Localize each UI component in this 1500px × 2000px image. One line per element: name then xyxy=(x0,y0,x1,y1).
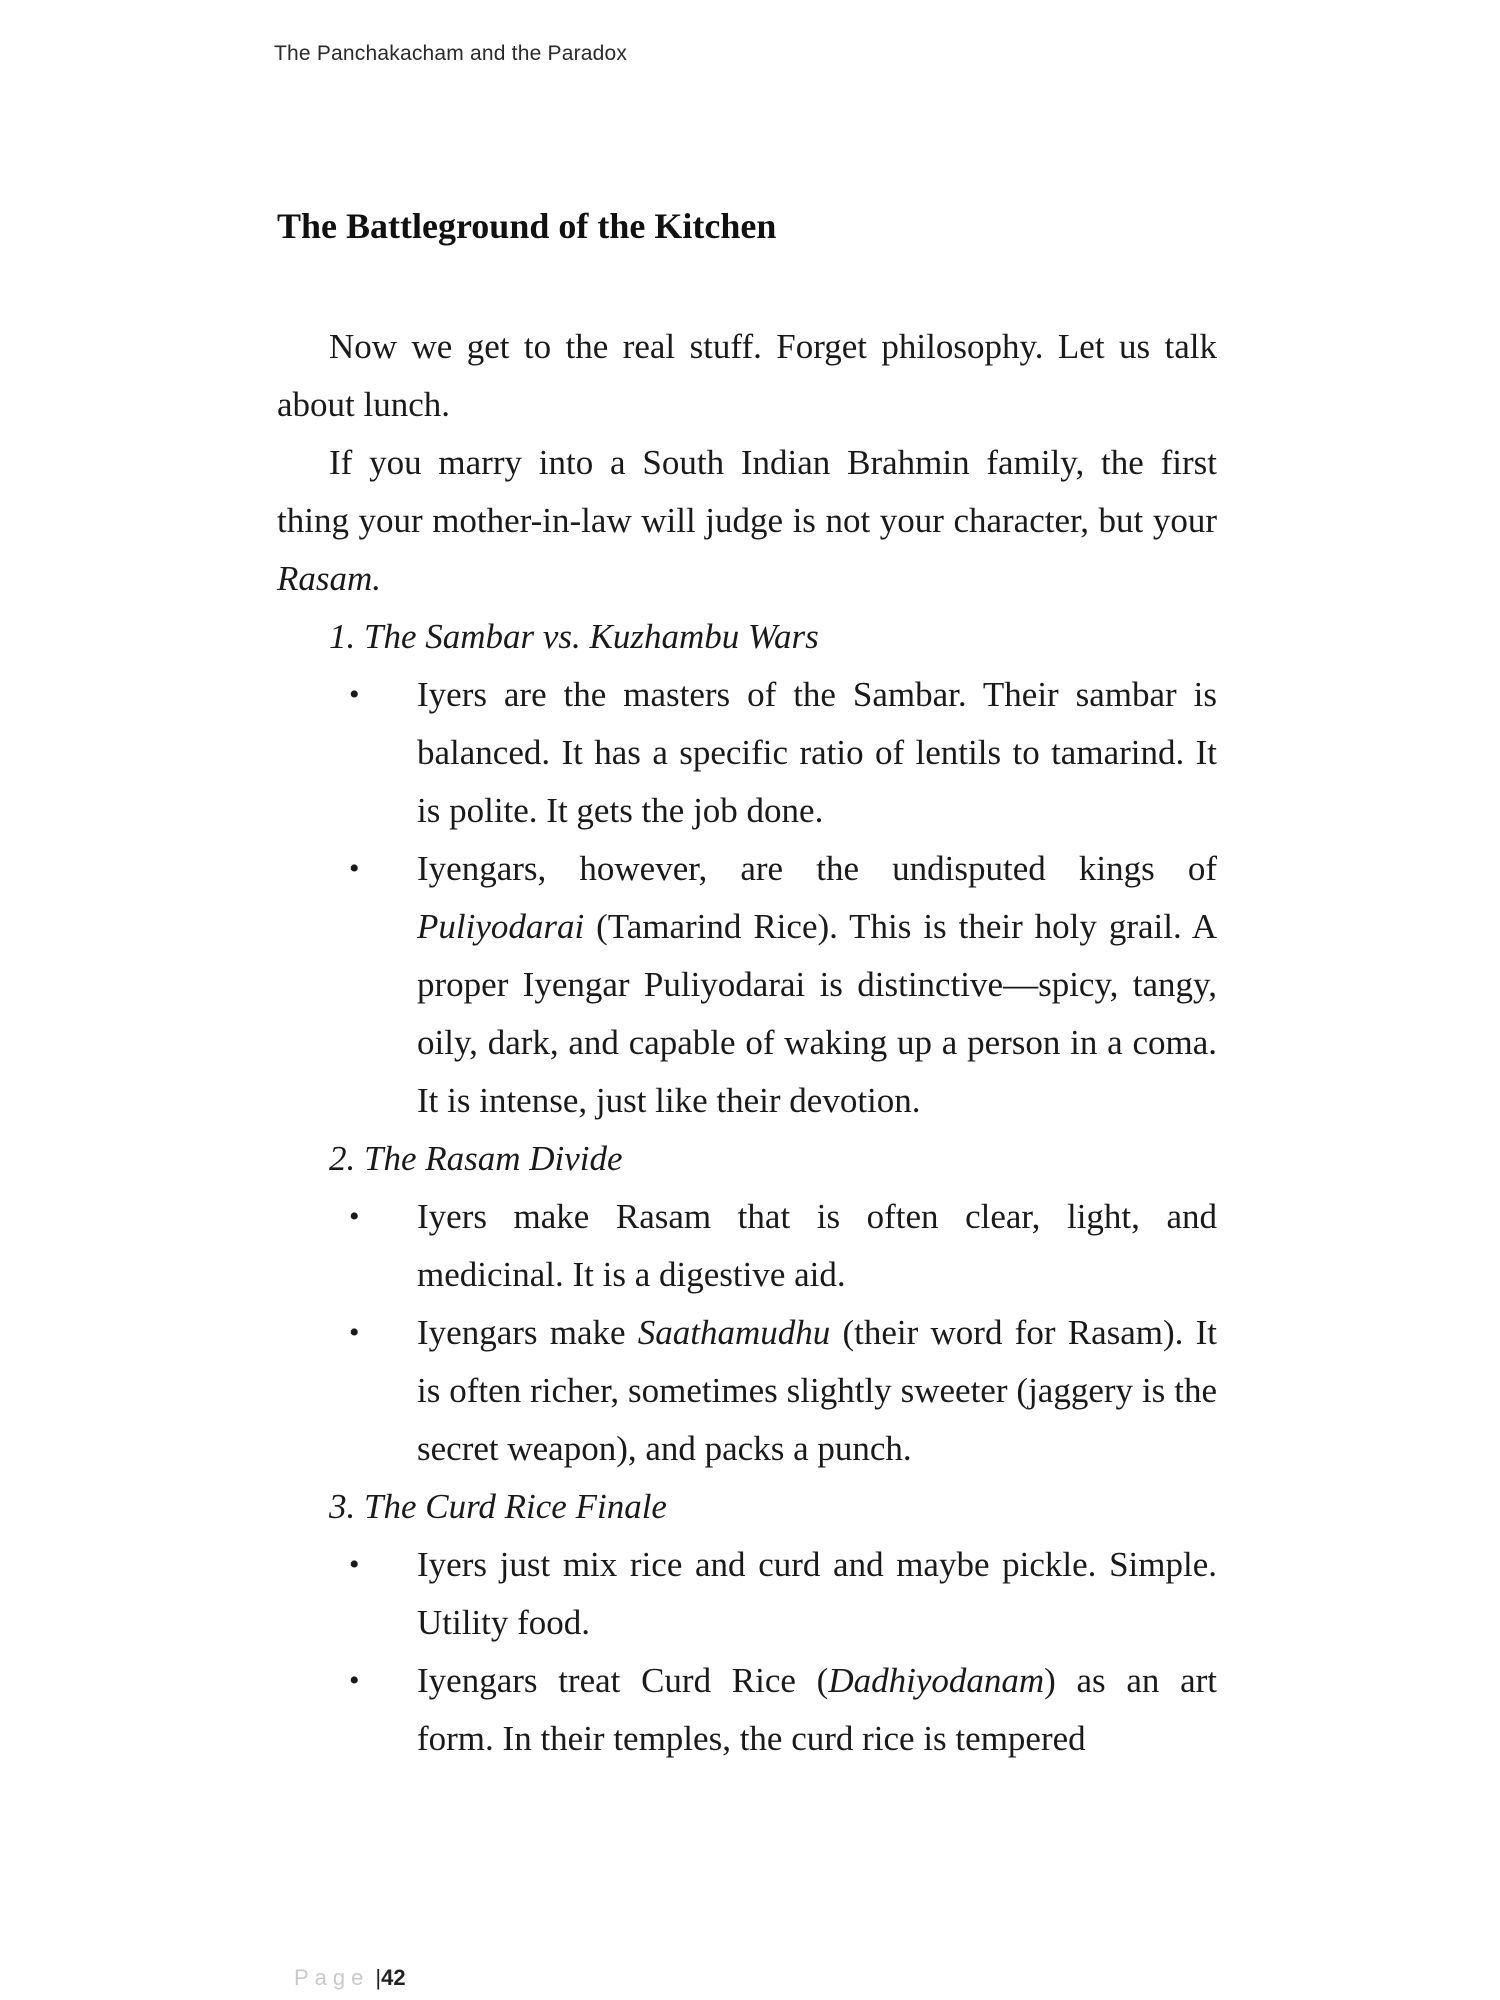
body-text xyxy=(277,318,1217,1768)
paragraph-intro: Now we get to the real stuff. Forget philosophy. Let us talk about lunch. xyxy=(277,327,1217,424)
bullet-item xyxy=(349,666,1217,840)
bullet-list-sambar xyxy=(277,666,1217,1130)
bullet-item xyxy=(349,1188,1217,1304)
bullet-icon: • xyxy=(349,678,360,711)
bullet-icon: • xyxy=(349,1664,360,1697)
paragraph-marriage xyxy=(277,434,1217,608)
bullet-text: (Tamarind Rice). This is their holy grail. A proper Iyengar Puliyodarai is distinctive—spicy, tangy, oily, dark, and capable of waking up a person in a coma. It is intense, just like their devotion. xyxy=(417,907,1217,1120)
bullet-emphasis: Dadhiyodanam xyxy=(828,1661,1045,1700)
bullet-text: Iyengars make xyxy=(417,1313,638,1352)
rasam-emphasis: Rasam. xyxy=(277,559,382,598)
section-title: The Battleground of the Kitchen xyxy=(277,206,777,246)
bullet-text: Iyers make Rasam that is often clear, light, and medicinal. It is a digestive aid. xyxy=(417,1197,1217,1294)
bullet-item xyxy=(349,1304,1217,1478)
bullet-text: Iyers are the masters of the Sambar. Their sambar is balanced. It has a specific ratio of lentils to tamarind. It is polite. It gets the job done. xyxy=(417,675,1217,830)
page-separator: | xyxy=(375,1965,382,1990)
bullet-icon: • xyxy=(349,852,360,885)
bullet-item xyxy=(349,840,1217,1130)
bullet-item xyxy=(349,1652,1218,1768)
bullet-text: (their word for Rasam). It is often richer, sometimes slightly sweeter (jaggery is the secret weapon), and packs a punch. xyxy=(417,1313,1217,1468)
bullet-list-curd-rice xyxy=(277,1536,1217,1768)
bullet-icon: • xyxy=(349,1200,360,1233)
item-heading-rasam: 2. The Rasam Divide xyxy=(329,1139,623,1178)
bullet-emphasis: Puliyodarai xyxy=(417,907,585,946)
bullet-emphasis: Saathamudhu xyxy=(637,1313,831,1352)
bullet-text: Iyengars, however, are the undisputed kings of xyxy=(417,849,1217,888)
paragraph-marriage-text: If you marry into a South Indian Brahmin family, the first thing your mother-in-law will judge is not your character, but your xyxy=(277,443,1217,540)
running-header: The Panchakacham and the Paradox xyxy=(274,42,628,65)
bullet-list-rasam xyxy=(277,1188,1217,1478)
page-label: Page xyxy=(294,1965,370,1990)
bullet-text: ) as an art form. In their temples, the curd rice is tempered xyxy=(417,1661,1218,1758)
bullet-text: Iyengars treat Curd Rice ( xyxy=(417,1661,829,1700)
bullet-text: Iyers just mix rice and curd and maybe pickle. Simple. Utility food. xyxy=(417,1545,1217,1642)
bullet-item xyxy=(349,1536,1217,1652)
item-heading-sambar: 1. The Sambar vs. Kuzhambu Wars xyxy=(329,617,819,656)
bullet-icon: • xyxy=(349,1548,360,1581)
bullet-icon: • xyxy=(349,1316,360,1349)
page-number: 42 xyxy=(381,1965,406,1990)
item-heading-curd-rice: 3. The Curd Rice Finale xyxy=(329,1487,667,1526)
page-footer xyxy=(294,1965,406,1991)
